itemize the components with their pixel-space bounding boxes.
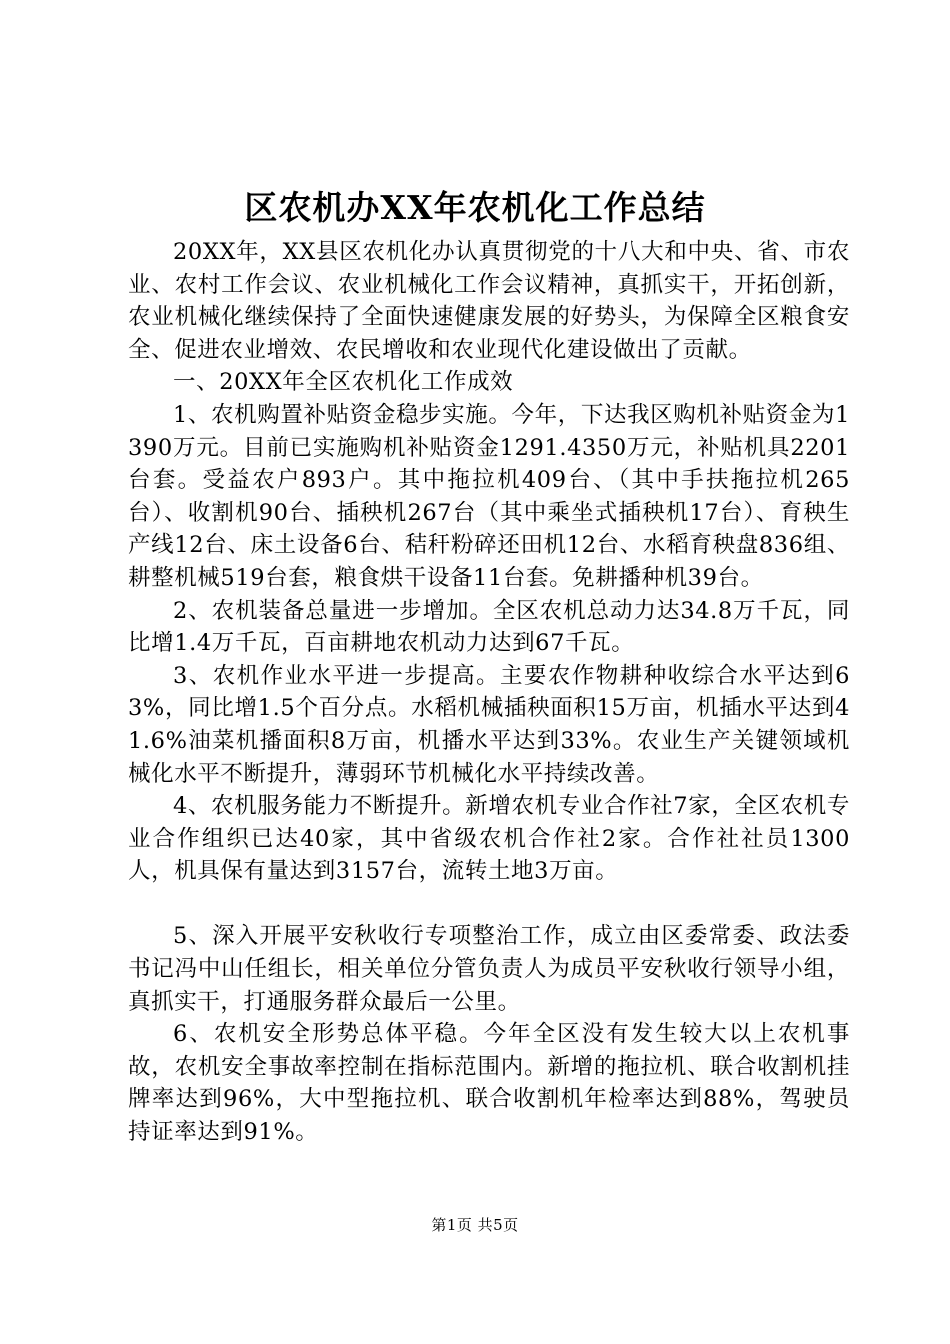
item-paragraph-4: 4、农机服务能力不断提升。新增农机专业合作社7家，全区农机专业合作组织已达40家，其中省级农机合作社2家。合作社社员1300人，机具保有量达到3157台，流转土地3万亩。 xyxy=(128,793,850,885)
item-paragraph-2: 2、农机装备总量进一步增加。全区农机总动力达34.8万千瓦，同比增1.4万千瓦，百亩耕地农机动力达到67千瓦。 xyxy=(128,597,850,657)
document-body xyxy=(128,236,850,1149)
document-title: 区农机办XX年农机化工作总结 xyxy=(244,188,706,227)
item-paragraph-5: 5、深入开展平安秋收行专项整治工作，成立由区委常委、政法委书记冯中山任组长，相关单位分管负责人为成员平安秋收行领导小组，真抓实干，打通服务群众最后一公里。 xyxy=(128,923,850,1015)
intro-paragraph: 20XX年，XX县区农机化办认真贯彻党的十八大和中央、省、市农业、农村工作会议、农业机械化工作会议精神，真抓实干，开拓创新，农业机械化继续保持了全面快速健康发展的好势头，为保障全区粮食安全、促进农业增效、农民增收和农业现代化建设做出了贡献。 xyxy=(128,239,850,363)
item-paragraph-1: 1、农机购置补贴资金稳步实施。今年，下达我区购机补贴资金为1390万元。目前已实施购机补贴资金1291.4350万元，补贴机具2201台套。受益农户893户。其中拖拉机409台、（其中手扶拖拉机265台）、收割机90台、插秧机267台（其中乘坐式插秧机17台）、育秧生产线12台、床土设备6台、秸秆粉碎还田机12台、水稻育秧盘836组、耕整机械519台套，粮食烘干设备11台套。免耕播种机39台。 xyxy=(128,401,850,591)
item-paragraph-3: 3、农机作业水平进一步提高。主要农作物耕种收综合水平达到63%，同比增1.5个百分点。水稻机械插秧面积15万亩，机插水平达到41.6%油菜机播面积8万亩，机播水平达到33%。农业生产关键领域机械化水平不断提升，薄弱环节机械化水平持续改善。 xyxy=(128,662,850,787)
page-number-footer: 第1页 共5页 xyxy=(431,1216,519,1234)
section-heading: 一、20XX年全区农机化工作成效 xyxy=(173,369,514,396)
item-paragraph-6: 6、农机安全形势总体平稳。今年全区没有发生较大以上农机事故，农机安全事故率控制在指标范围内。新增的拖拉机、联合收割机挂牌率达到96%，大中型拖拉机、联合收割机年检率达到88%，驾驶员持证率达到91%。 xyxy=(128,1021,850,1146)
paragraph-gap xyxy=(128,888,850,921)
